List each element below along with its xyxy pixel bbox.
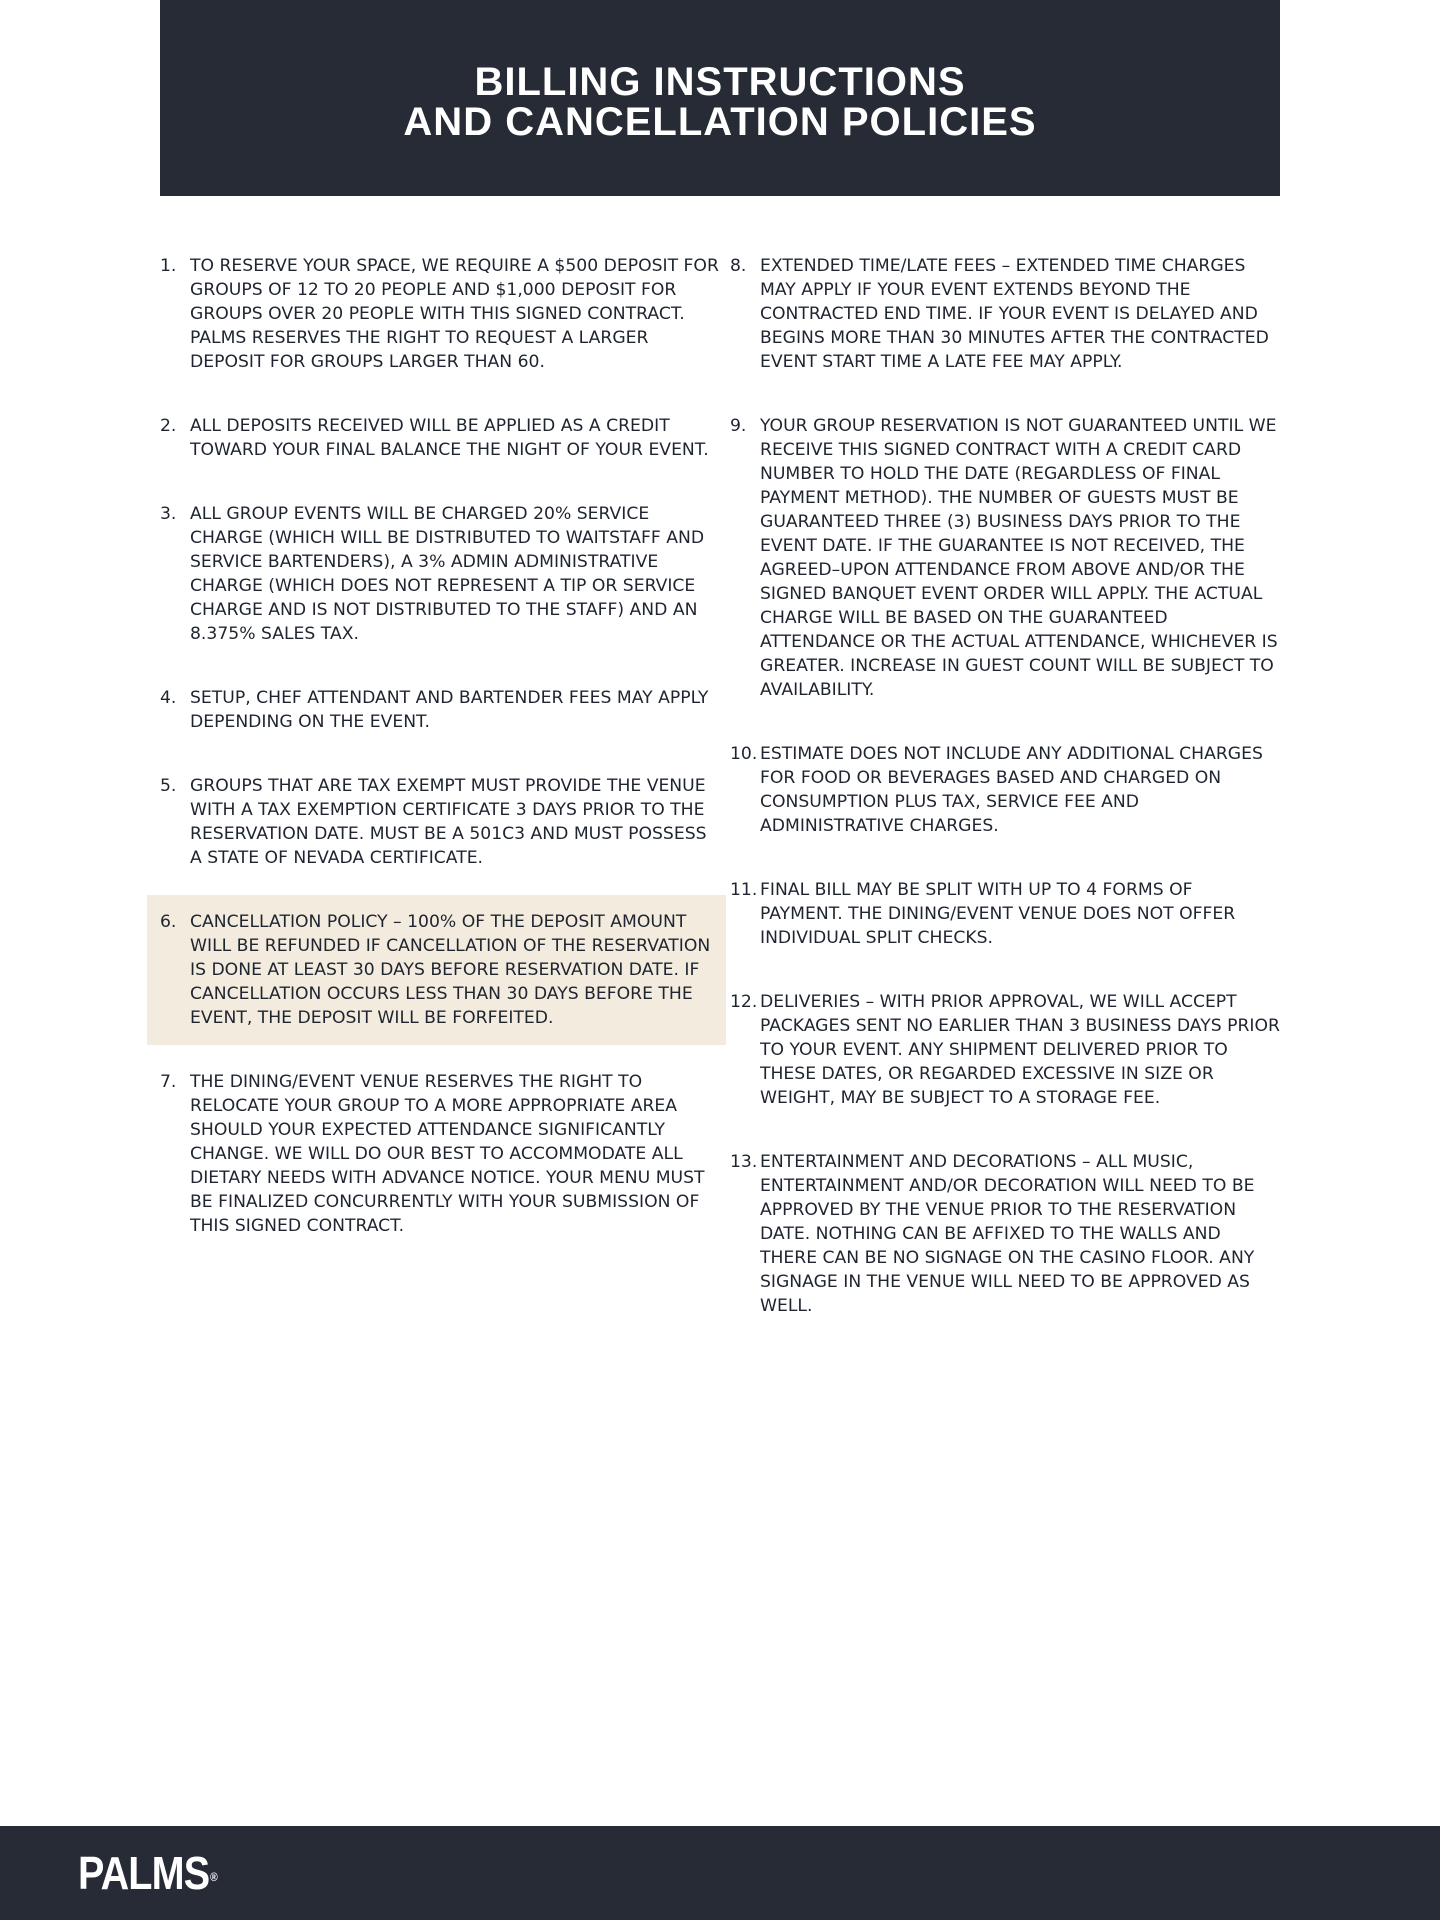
policy-column-right — [730, 254, 1280, 1358]
policy-text: ENTERTAINMENT AND DECORATIONS – ALL MUSIC, ENTERTAINMENT AND/OR DECORATION WILL NEED TO BE APPROVED BY THE VENUE PRIOR TO THE RESERVATION DATE. NOTHING CAN BE AFFIXED TO THE WALLS AND THERE CAN BE NO SIGNAGE ON THE CASINO FLOOR. ANY SIGNAGE IN THE VENUE WILL NEED TO BE APPROVED AS WELL. — [760, 1152, 1255, 1316]
policy-item-8 — [730, 254, 1280, 374]
policy-item-10 — [730, 742, 1280, 838]
policy-text: EXTENDED TIME/LATE FEES – EXTENDED TIME CHARGES MAY APPLY IF YOUR EVENT EXTENDS BEYOND THE CONTRACTED END TIME. IF YOUR EVENT IS DELAYED AND BEGINS MORE THAN 30 MINUTES AFTER THE CONTRACTED EVENT START TIME A LATE FEE MAY APPLY. — [760, 256, 1269, 372]
policy-number: 6. — [160, 912, 177, 932]
policy-number: 9. — [730, 416, 747, 436]
policy-number: 13. — [730, 1152, 758, 1172]
policy-text: YOUR GROUP RESERVATION IS NOT GUARANTEED UNTIL WE RECEIVE THIS SIGNED CONTRACT WITH A CREDIT CARD NUMBER TO HOLD THE DATE (REGARDLESS OF FINAL PAYMENT METHOD). THE NUMBER OF GUESTS MUST BE GUARANTEED THREE (3) BUSINESS DAYS PRIOR TO THE EVENT DATE. IF THE GUARANTEE IS NOT RECEIVED, THE AGREED–UPON ATTENDANCE FROM ABOVE AND/OR THE SIGNED BANQUET EVENT ORDER WILL APPLY. THE ACTUAL CHARGE WILL BE BASED ON THE GUARANTEED ATTENDANCE OR THE ACTUAL ATTENDANCE, WHICHEVER IS GREATER. INCREASE IN GUEST COUNT WILL BE SUBJECT TO AVAILABILITY. — [760, 416, 1278, 700]
registered-mark: ® — [210, 1870, 218, 1884]
policy-text: CANCELLATION POLICY – 100% OF THE DEPOSIT AMOUNT WILL BE REFUNDED IF CANCELLATION OF THE RESERVATION IS DONE AT LEAST 30 DAYS BEFORE RESERVATION DATE. IF CANCELLATION OCCURS LESS THAN 30 DAYS BEFORE THE EVENT, THE DEPOSIT WILL BE FORFEITED. — [190, 912, 711, 1028]
policy-number: 3. — [160, 504, 177, 524]
policy-number: 8. — [730, 256, 747, 276]
policy-text: DELIVERIES – WITH PRIOR APPROVAL, WE WILL ACCEPT PACKAGES SENT NO EARLIER THAN 3 BUSINESS DAYS PRIOR TO YOUR EVENT. ANY SHIPMENT DELIVERED PRIOR TO THESE DATES, OR REGARDED EXCESSIVE IN SIZE OR WEIGHT, MAY BE SUBJECT TO A STORAGE FEE. — [760, 992, 1280, 1108]
policy-number: 4. — [160, 688, 177, 708]
policy-item-3 — [160, 502, 720, 646]
page-title — [403, 54, 1036, 142]
policy-item-9 — [730, 414, 1280, 702]
policy-item-6-cancellation-highlight — [147, 895, 726, 1045]
policy-text: ALL GROUP EVENTS WILL BE CHARGED 20% SERVICE CHARGE (WHICH WILL BE DISTRIBUTED TO WAITSTAFF AND SERVICE BARTENDERS), A 3% ADMIN ADMINISTRATIVE CHARGE (WHICH DOES NOT REPRESENT A TIP OR SERVICE CHARGE AND IS NOT DISTRIBUTED TO THE STAFF) AND AN 8.375% SALES TAX. — [190, 504, 705, 644]
policy-column-left — [160, 254, 720, 1278]
policy-item-7 — [160, 1070, 720, 1238]
page-title-line-1: BILLING INSTRUCTIONS — [474, 60, 966, 104]
policy-text: SETUP, CHEF ATTENDANT AND BARTENDER FEES MAY APPLY DEPENDING ON THE EVENT. — [190, 688, 709, 732]
policy-text: THE DINING/EVENT VENUE RESERVES THE RIGHT TO RELOCATE YOUR GROUP TO A MORE APPROPRIATE AREA SHOULD YOUR EXPECTED ATTENDANCE SIGNIFICANTLY CHANGE. WE WILL DO OUR BEST TO ACCOMMODATE ALL DIETARY NEEDS WITH ADVANCE NOTICE. YOUR MENU MUST BE FINALIZED CONCURRENTLY WITH YOUR SUBMISSION OF THIS SIGNED CONTRACT. — [190, 1072, 705, 1236]
policy-text: GROUPS THAT ARE TAX EXEMPT MUST PROVIDE THE VENUE WITH A TAX EXEMPTION CERTIFICATE 3 DAYS PRIOR TO THE RESERVATION DATE. MUST BE A 501C3 AND MUST POSSESS A STATE OF NEVADA CERTIFICATE. — [190, 776, 707, 868]
policy-text: FINAL BILL MAY BE SPLIT WITH UP TO 4 FORMS OF PAYMENT. THE DINING/EVENT VENUE DOES NOT OFFER INDIVIDUAL SPLIT CHECKS. — [760, 880, 1236, 948]
policy-number: 10. — [730, 744, 758, 764]
policy-number: 12. — [730, 992, 758, 1012]
policy-number: 5. — [160, 776, 177, 796]
policy-item-1 — [160, 254, 720, 374]
policy-number: 1. — [160, 256, 177, 276]
title-banner — [160, 0, 1280, 196]
policy-item-4 — [160, 686, 720, 734]
policy-text: ALL DEPOSITS RECEIVED WILL BE APPLIED AS A CREDIT TOWARD YOUR FINAL BALANCE THE NIGHT OF YOUR EVENT. — [190, 416, 709, 460]
policy-item-11 — [730, 878, 1280, 950]
palms-logo — [78, 1848, 218, 1898]
policy-text: TO RESERVE YOUR SPACE, WE REQUIRE A $500 DEPOSIT FOR GROUPS OF 12 TO 20 PEOPLE AND $1,000 DEPOSIT FOR GROUPS OVER 20 PEOPLE WITH THIS SIGNED CONTRACT. PALMS RESERVES THE RIGHT TO REQUEST A LARGER DEPOSIT FOR GROUPS LARGER THAN 60. — [190, 256, 719, 372]
policy-item-13 — [730, 1150, 1280, 1318]
policy-number: 7. — [160, 1072, 177, 1092]
footer-bar — [0, 1826, 1440, 1920]
policy-number: 2. — [160, 416, 177, 436]
policy-text: ESTIMATE DOES NOT INCLUDE ANY ADDITIONAL CHARGES FOR FOOD OR BEVERAGES BASED AND CHARGED ON CONSUMPTION PLUS TAX, SERVICE FEE AND ADMINISTRATIVE CHARGES. — [760, 744, 1263, 836]
policy-item-5 — [160, 774, 720, 870]
page-title-line-2: AND CANCELLATION POLICIES — [403, 100, 1037, 144]
logo-wordmark: PALMS — [78, 1847, 210, 1899]
policy-item-12 — [730, 990, 1280, 1110]
policy-number: 11. — [730, 880, 758, 900]
policy-item-2 — [160, 414, 720, 462]
